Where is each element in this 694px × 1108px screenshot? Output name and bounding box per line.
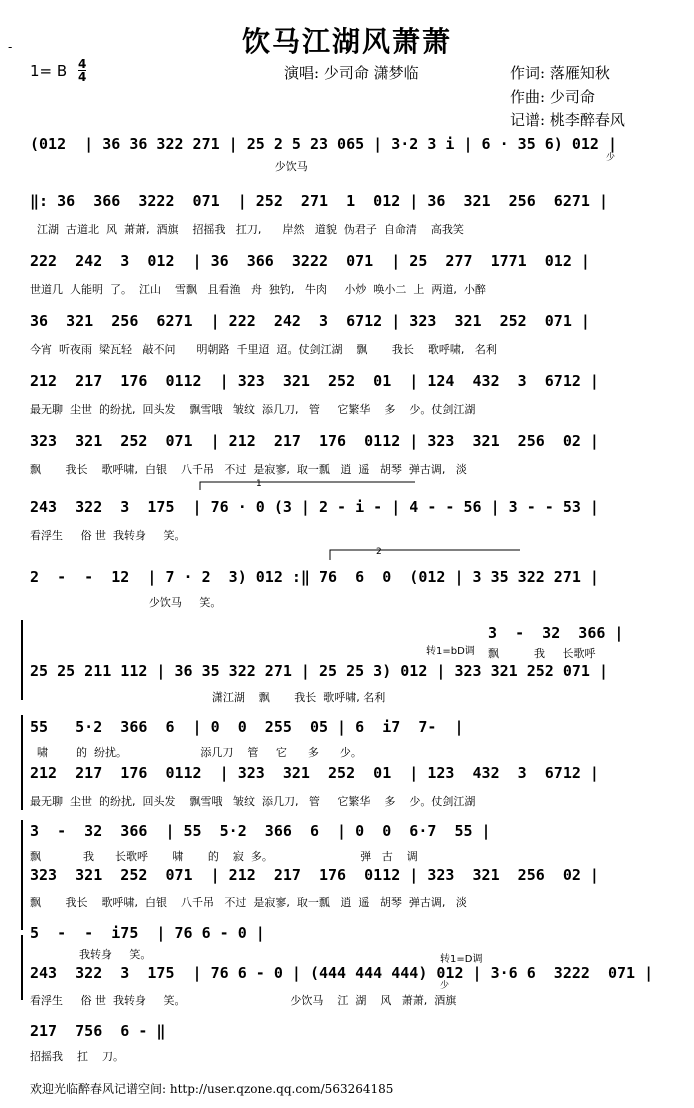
row-3-lyrics: 世道几 人能明 了。 江山 雪飘 且看渔 舟 独钓, 牛肉 小炒 唤小二 上 两道, 小醉 — [30, 283, 486, 296]
row-13-lyrics: 飘 我 长歌呼 啸 的 寂 多。 弹 古 调 — [30, 850, 418, 863]
row-4-lyrics: 今宵 听夜雨 梁瓦轻 敲不问 明朝路 千里迢 迢。仗剑江湖 飘 我长 歌呼啸, 名利 — [30, 343, 497, 356]
volta-1: 1 — [256, 479, 262, 489]
row-14-notes: 323 321 252 071 | 212 217 176 0112 | 323 321 256 02 | — [30, 866, 599, 884]
transcriber: 记谱: 桃李醉春风 — [510, 111, 625, 129]
row-15-lyrics: 我转身 笑。 — [30, 948, 152, 961]
page-title: 饮马江湖风萧萧 — [241, 25, 452, 58]
lyricist: 作词: 落雁知秋 — [510, 64, 610, 82]
key-signature: 1= B — [30, 62, 68, 80]
row-17-notes: 217 756 6 - ‖ — [30, 1022, 166, 1040]
row-10-notes: 25 25 211 112 | 36 35 322 271 | 25 25 3) 012 | 323 321 252 071 | — [30, 662, 608, 680]
row-14-lyrics: 飘 我长 歌呼啸, 白银 八千吊 不过 是寂寥, 取一瓢 逍 遥 胡琴 弹古调, 淡 — [30, 896, 467, 909]
row-1-lyrics: 少饮马 — [30, 160, 308, 173]
title-dash: - — [8, 40, 13, 54]
singers: 演唱: 少司命 潇梦临 — [284, 64, 419, 82]
row-5-notes: 212 217 176 0112 | 323 321 252 01 | 124 432 3 6712 | — [30, 372, 599, 390]
row-6-notes: 323 321 252 071 | 212 217 176 0112 | 323 321 256 02 | — [30, 432, 599, 450]
modulation-D: 转1=D调 — [440, 954, 483, 965]
row-13-notes: 3 - 32 366 | 55 5·2 366 6 | 0 0 6·7 55 | — [30, 822, 491, 840]
row-3-notes: 222 242 3 012 | 36 366 3222 071 | 25 277 1771 012 | — [30, 252, 590, 270]
row-7-notes: 243 322 3 175 | 76 · 0 (3 | 2 - i - | 4 - - 56 | 3 - - 53 | — [30, 498, 599, 516]
row-11-notes: 55 5·2 366 6 | 0 0 255 05 | 6 i7 7- | — [30, 718, 464, 736]
row-16-lyrics: 看浮生 俗 世 我转身 笑。 少饮马 江 湖 风 萧萧, 酒旗 — [30, 994, 457, 1007]
grace-mark-2: 少 — [440, 981, 450, 991]
modulation-bD: 转1=bD调 — [426, 646, 475, 657]
composer: 作曲: 少司命 — [510, 88, 595, 106]
meter-top: 4 — [78, 57, 87, 71]
row-2-notes: ‖: 36 366 3222 071 | 252 271 1 012 | 36 321 256 6271 | — [30, 192, 608, 210]
row-5-lyrics: 最无聊 尘世 的纷扰, 回头发 飘雪哦 皱纹 添几刀, 管 它繁华 多 少。仗剑江湖 — [30, 403, 476, 416]
row-2-lyrics: 江湖 古道北 风 萧萧, 酒旗 招摇我 扛刀, 岸然 道貌 伪君子 自命清 高我笑 — [30, 223, 464, 236]
row-9-lyrics: 飘 我 长歌呼 — [488, 647, 596, 660]
row-8-lyrics: 少饮马 笑。 — [30, 596, 222, 609]
row-4-notes: 36 321 256 6271 | 222 242 3 6712 | 323 321 252 071 | — [30, 312, 590, 330]
row-12-lyrics: 最无聊 尘世 的纷扰, 回头发 飘雪哦 皱纹 添几刀, 管 它繁华 多 少。仗剑江湖 — [30, 795, 476, 808]
row-16-notes: 243 322 3 175 | 76 6 - 0 | (444 444 444) 012 | 3·6 6 3222 071 | — [30, 964, 654, 982]
row-6-lyrics: 飘 我长 歌呼啸, 白银 八千吊 不过 是寂寥, 取一瓢 逍 遥 胡琴 弹古调, 淡 — [30, 463, 467, 476]
row-12-notes: 212 217 176 0112 | 323 321 252 01 | 123 432 3 6712 | — [30, 764, 599, 782]
row-9-notes: 3 - 32 366 | — [488, 624, 624, 642]
row-17-lyrics: 招摇我 扛 刀。 — [30, 1050, 124, 1063]
row-10-lyrics: 潇江湖 飘 我长 歌呼啸, 名利 — [30, 691, 386, 704]
volta-2: 2 — [376, 547, 382, 557]
row-11-lyrics: 啸 的 纷扰。 添几刀 管 它 多 少。 — [30, 746, 362, 759]
footer-link[interactable]: 欢迎光临醉春风记谱空间: http://user.qzone.qq.com/563264185 — [30, 1082, 394, 1096]
meter-bottom: 4 — [78, 70, 87, 84]
row-8-notes: 2 - - 12 | 7 · 2 3) 012 :‖ 76 6 0 (012 | 3 35 322 271 | — [30, 568, 599, 586]
row-15-notes: 5 - - i75 | 76 6 - 0 | — [30, 924, 265, 942]
grace-mark-1: 少 — [606, 153, 616, 163]
row-1-notes: (012 | 36 36 322 271 | 25 2 5 23 065 | 3·2 3 i | 6 · 35 6) 012 | — [30, 135, 617, 153]
row-7-lyrics: 看浮生 俗 世 我转身 笑。 — [30, 529, 186, 542]
